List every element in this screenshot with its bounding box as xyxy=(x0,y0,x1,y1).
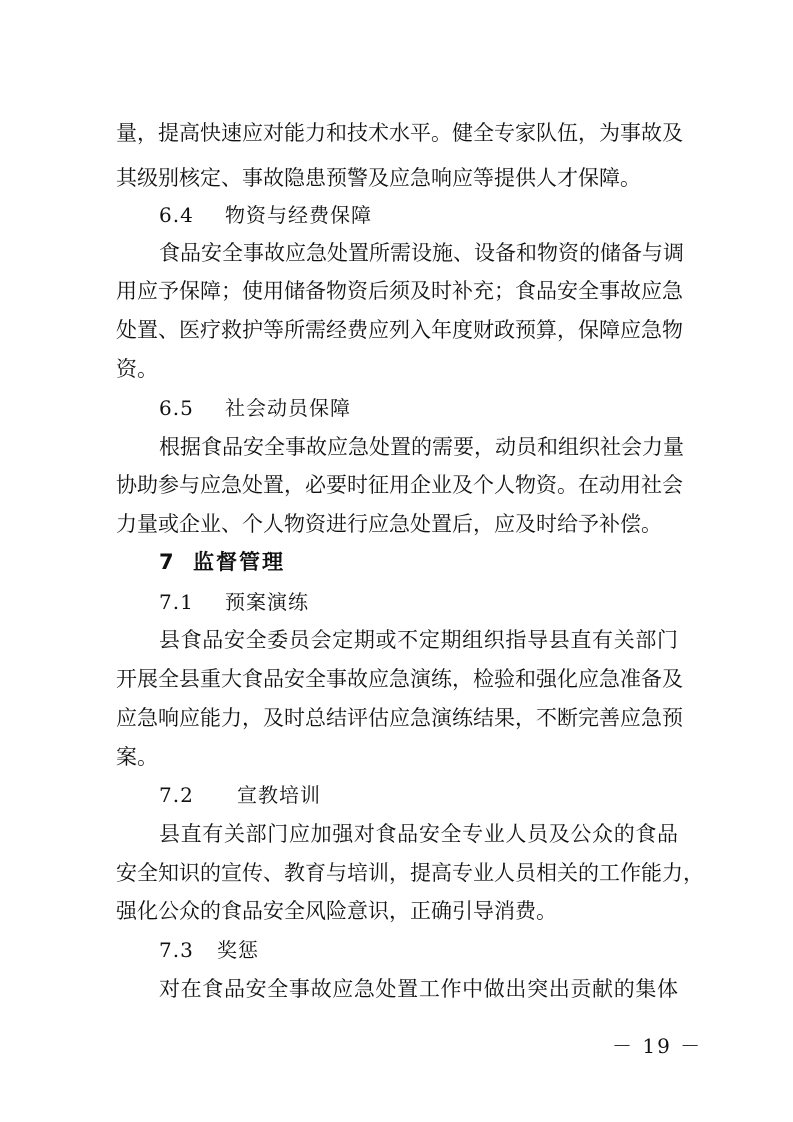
body-text-line: 量，提高快速应对能力和技术水平。健全专家队伍，为事故及 xyxy=(116,121,683,145)
body-text-line: 案。 xyxy=(116,745,158,769)
section-heading-7-3 xyxy=(159,930,679,970)
body-text-line: 县食品安全委员会定期或不定期组织指导县直有关部门 xyxy=(159,628,678,652)
section-title: 社会动员保障 xyxy=(225,396,351,420)
page-number: － 19 － xyxy=(612,1034,703,1058)
section-number: 7 xyxy=(159,550,176,574)
section-heading-6-5 xyxy=(159,388,679,428)
body-text-line: 县直有关部门应加强对食品安全专业人员及公众的食品 xyxy=(159,822,678,846)
section-heading-7 xyxy=(159,542,679,582)
body-text-line: 根据食品安全事故应急处置的需要，动员和组织社会力量 xyxy=(159,435,684,459)
section-title: 预案演练 xyxy=(225,590,309,614)
body-text-line: 处置、医疗救护等所需经费应列入年度财政预算，保障应急物 xyxy=(116,318,683,342)
section-title: 物资与经费保障 xyxy=(225,203,372,227)
body-text-line: 对在食品安全事故应急处置工作中做出突出贡献的集体 xyxy=(159,977,678,1001)
section-title: 宣教培训 xyxy=(237,783,321,807)
body-text-line: 应急响应能力，及时总结评估应急演练结果，不断完善应急预 xyxy=(116,706,683,730)
body-text-line: 安全知识的宣传、教育与培训，提高专业人员相关的工作能力， xyxy=(116,861,704,885)
section-number: 7.3 xyxy=(159,938,194,962)
body-text-line: 开展全县重大食品安全事故应急演练，检验和强化应急准备及 xyxy=(116,667,683,691)
body-text-line: 其级别核定、事故隐患预警及应急响应等提供人才保障。 xyxy=(116,166,641,190)
body-text-line: 强化公众的食品安全风险意识，正确引导消费。 xyxy=(116,899,557,923)
section-title: 监督管理 xyxy=(193,550,285,574)
body-text-line: 力量或企业、个人物资进行应急处置后，应及时给予补偿。 xyxy=(116,512,662,536)
section-heading-6-4 xyxy=(159,195,679,235)
section-heading-7-2 xyxy=(159,775,679,815)
section-heading-7-1 xyxy=(159,582,679,622)
body-text-line: 用应予保障；使用储备物资后须及时补充；食品安全事故应急 xyxy=(116,279,683,303)
section-number: 6.4 xyxy=(159,203,194,227)
body-text-line: 资。 xyxy=(116,357,158,381)
section-title: 奖惩 xyxy=(217,938,259,962)
body-text-line: 食品安全事故应急处置所需设施、设备和物资的储备与调 xyxy=(159,241,684,265)
section-number: 7.2 xyxy=(159,783,194,807)
body-text-line: 协助参与应急处置，必要时征用企业及个人物资。在动用社会 xyxy=(116,473,683,497)
section-number: 6.5 xyxy=(159,396,194,420)
section-number: 7.1 xyxy=(159,590,194,614)
